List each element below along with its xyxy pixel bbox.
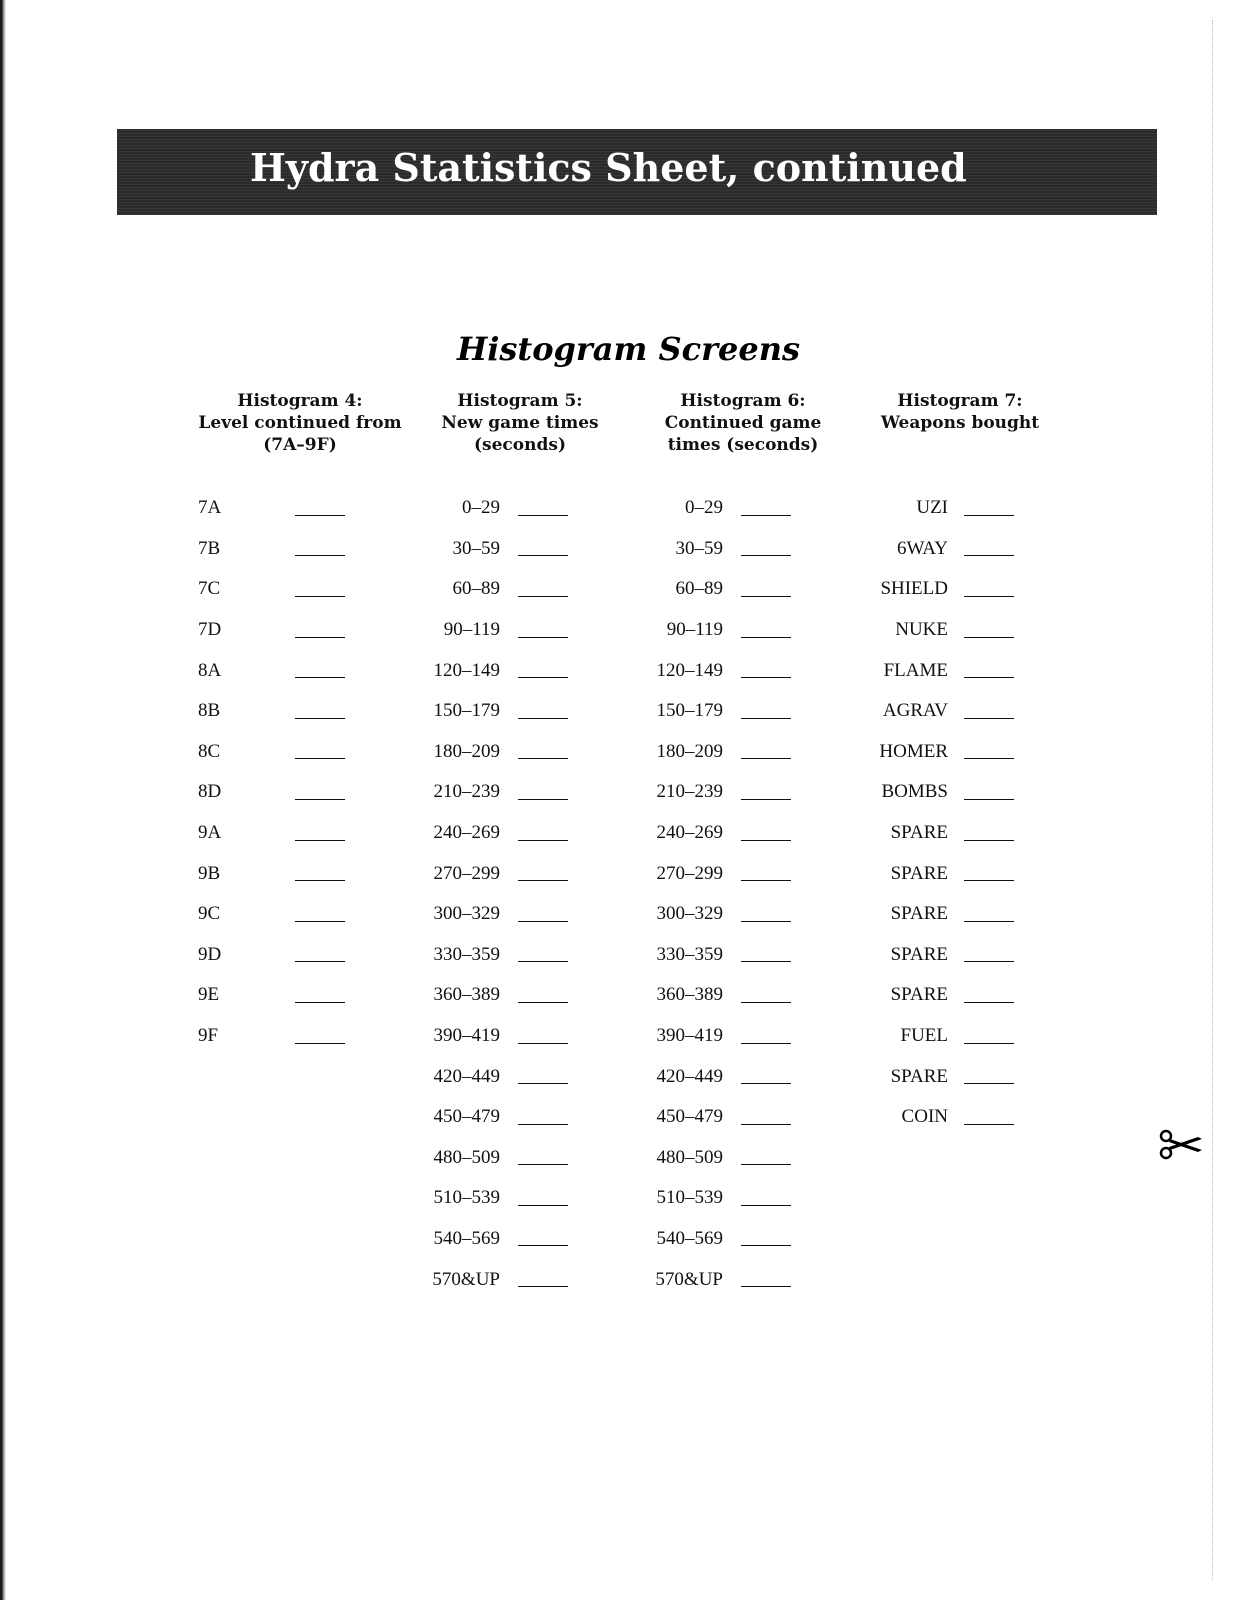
row-label: 270–299 — [433, 862, 500, 884]
list-item — [840, 569, 1080, 610]
tally-blank[interactable] — [295, 677, 345, 678]
list-item — [400, 1056, 640, 1097]
row-label: 390–419 — [433, 1025, 500, 1047]
heading-line: Histogram 7: — [897, 391, 1023, 411]
list-item — [840, 691, 1080, 732]
tally-blank[interactable] — [964, 840, 1014, 841]
row-label: 6WAY — [896, 537, 948, 559]
list-item — [840, 610, 1080, 651]
tally-blank[interactable] — [741, 880, 791, 881]
tally-blank[interactable] — [964, 1124, 1014, 1125]
row-label: 240–269 — [656, 822, 723, 844]
tally-blank[interactable] — [518, 840, 568, 841]
list-item — [623, 894, 863, 935]
row-label: 360–389 — [656, 984, 723, 1006]
row-label: 9D — [198, 943, 222, 965]
row-label: 270–299 — [656, 862, 723, 884]
tally-blank[interactable] — [964, 961, 1014, 962]
list-item — [180, 813, 420, 854]
list-item — [623, 813, 863, 854]
list-item — [840, 1097, 1080, 1138]
tally-blank[interactable] — [741, 1043, 791, 1044]
row-label: 300–329 — [656, 903, 723, 925]
row-label: 450–479 — [433, 1106, 500, 1128]
row-label: 510–539 — [656, 1187, 723, 1209]
row-label: 150–179 — [433, 700, 500, 722]
scissors-icon — [1158, 1126, 1204, 1162]
tally-blank[interactable] — [964, 515, 1014, 516]
list-item — [400, 1219, 640, 1260]
row-label: 8C — [198, 740, 221, 762]
tally-blank[interactable] — [741, 921, 791, 922]
tally-blank[interactable] — [741, 758, 791, 759]
list-item — [840, 1016, 1080, 1057]
list-item — [623, 691, 863, 732]
list-item — [400, 1016, 640, 1057]
list-item — [840, 935, 1080, 976]
list-item — [180, 569, 420, 610]
row-label: COIN — [901, 1106, 948, 1128]
row-label: 9B — [198, 862, 221, 884]
tally-blank[interactable] — [964, 1043, 1014, 1044]
tally-blank[interactable] — [295, 758, 345, 759]
row-label: 7A — [198, 497, 222, 519]
row-label: BOMBS — [881, 781, 948, 803]
list-item — [400, 772, 640, 813]
perforation-line — [1212, 20, 1213, 1580]
tally-blank[interactable] — [518, 1083, 568, 1084]
tally-blank[interactable] — [295, 799, 345, 800]
tally-blank[interactable] — [518, 677, 568, 678]
row-label: 570&UP — [655, 1268, 723, 1290]
tally-blank[interactable] — [518, 637, 568, 638]
list-item — [623, 1056, 863, 1097]
list-item — [623, 1097, 863, 1138]
tally-blank[interactable] — [518, 961, 568, 962]
tally-blank[interactable] — [964, 1083, 1014, 1084]
list-item — [623, 529, 863, 570]
tally-blank[interactable] — [518, 1205, 568, 1206]
list-item — [180, 975, 420, 1016]
row-label: 0–29 — [462, 497, 500, 519]
tally-blank[interactable] — [518, 1245, 568, 1246]
list-item — [623, 1138, 863, 1179]
list-item — [623, 975, 863, 1016]
row-label: 180–209 — [433, 740, 500, 762]
list-item — [400, 813, 640, 854]
list-item — [623, 488, 863, 529]
list-item — [180, 732, 420, 773]
row-label: SPARE — [890, 984, 948, 1006]
tally-blank[interactable] — [964, 637, 1014, 638]
tally-blank[interactable] — [518, 880, 568, 881]
row-label: 90–119 — [666, 619, 723, 641]
row-label: 8B — [198, 700, 221, 722]
tally-blank[interactable] — [741, 1002, 791, 1003]
list-item — [400, 488, 640, 529]
list-item — [400, 853, 640, 894]
tally-blank[interactable] — [518, 1124, 568, 1125]
list-item — [400, 691, 640, 732]
list-item — [840, 813, 1080, 854]
tally-blank[interactable] — [741, 677, 791, 678]
row-label: 330–359 — [656, 943, 723, 965]
histogram-5-column — [400, 390, 640, 1300]
row-label: 180–209 — [656, 740, 723, 762]
tally-blank[interactable] — [295, 596, 345, 597]
tally-blank[interactable] — [964, 596, 1014, 597]
list-item — [400, 1178, 640, 1219]
row-label: SPARE — [890, 862, 948, 884]
list-item — [840, 488, 1080, 529]
heading-line: Weapons bought — [880, 413, 1040, 433]
histogram-4-column — [180, 390, 420, 1056]
tally-blank[interactable] — [295, 921, 345, 922]
row-label: 8D — [198, 781, 222, 803]
heading-line: (seconds) — [474, 435, 566, 455]
heading-line: Histogram 6: — [680, 391, 806, 411]
tally-blank[interactable] — [295, 555, 345, 556]
row-label: 120–149 — [656, 659, 723, 681]
row-label: FUEL — [900, 1025, 948, 1047]
row-label: SHIELD — [880, 578, 948, 600]
list-item — [180, 1016, 420, 1057]
list-item — [623, 1219, 863, 1260]
row-label: HOMER — [879, 740, 948, 762]
list-item — [623, 732, 863, 773]
heading-line: (7A–9F) — [263, 435, 337, 455]
row-label: SPARE — [890, 822, 948, 844]
row-label: 30–59 — [675, 537, 723, 559]
list-item — [180, 935, 420, 976]
section-title: Histogram Screens — [457, 330, 800, 368]
row-label: 9A — [198, 822, 222, 844]
list-item — [840, 975, 1080, 1016]
row-label: 480–509 — [433, 1146, 500, 1168]
row-label: 330–359 — [433, 943, 500, 965]
list-item — [840, 650, 1080, 691]
tally-blank[interactable] — [741, 718, 791, 719]
row-label: 240–269 — [433, 822, 500, 844]
row-label: 150–179 — [656, 700, 723, 722]
row-label: NUKE — [895, 619, 948, 641]
row-label: 9E — [198, 984, 220, 1006]
row-label: 390–419 — [656, 1025, 723, 1047]
heading-line: Continued game — [664, 413, 822, 433]
row-label: 540–569 — [656, 1227, 723, 1249]
heading-line: New game times — [441, 413, 599, 433]
row-label: 540–569 — [433, 1227, 500, 1249]
tally-blank[interactable] — [741, 1083, 791, 1084]
list-item — [400, 1097, 640, 1138]
tally-blank[interactable] — [295, 1002, 345, 1003]
tally-blank[interactable] — [295, 718, 345, 719]
list-item — [400, 610, 640, 651]
list-item — [400, 935, 640, 976]
tally-blank[interactable] — [741, 555, 791, 556]
tally-blank[interactable] — [964, 921, 1014, 922]
tally-blank[interactable] — [741, 961, 791, 962]
row-label: 7B — [198, 537, 221, 559]
row-label: 30–59 — [452, 537, 500, 559]
tally-blank[interactable] — [964, 1002, 1014, 1003]
row-label: 60–89 — [675, 578, 723, 600]
list-item — [180, 772, 420, 813]
row-label: 210–239 — [656, 781, 723, 803]
tally-blank[interactable] — [741, 840, 791, 841]
list-item — [400, 569, 640, 610]
list-item — [623, 650, 863, 691]
tally-blank[interactable] — [741, 596, 791, 597]
list-item — [180, 853, 420, 894]
heading-line: times (seconds) — [667, 435, 819, 455]
list-item — [623, 853, 863, 894]
list-item — [400, 529, 640, 570]
list-item — [180, 488, 420, 529]
row-label: 0–29 — [685, 497, 723, 519]
page-title: Hydra Statistics Sheet, continued — [250, 145, 967, 190]
row-label: 90–119 — [443, 619, 500, 641]
list-item — [623, 610, 863, 651]
row-label: 60–89 — [452, 578, 500, 600]
tally-blank[interactable] — [964, 880, 1014, 881]
list-item — [400, 1138, 640, 1179]
row-label: 360–389 — [433, 984, 500, 1006]
page-edge — [0, 0, 6, 1600]
row-label: 9C — [198, 903, 221, 925]
row-label: 9F — [198, 1025, 219, 1047]
tally-blank[interactable] — [741, 1124, 791, 1125]
row-label: FLAME — [883, 659, 948, 681]
list-item — [180, 894, 420, 935]
list-item — [840, 529, 1080, 570]
row-label: SPARE — [890, 903, 948, 925]
row-label: 210–239 — [433, 781, 500, 803]
tally-blank[interactable] — [518, 596, 568, 597]
tally-blank[interactable] — [741, 1286, 791, 1287]
row-label: 510–539 — [433, 1187, 500, 1209]
row-label: 480–509 — [656, 1146, 723, 1168]
tally-blank[interactable] — [964, 718, 1014, 719]
histogram-4-heading — [180, 390, 420, 460]
tally-blank[interactable] — [518, 555, 568, 556]
row-label: 420–449 — [656, 1065, 723, 1087]
histogram-7-heading — [840, 390, 1080, 460]
list-item — [623, 1178, 863, 1219]
list-item — [623, 935, 863, 976]
tally-blank[interactable] — [518, 758, 568, 759]
list-item — [840, 732, 1080, 773]
tally-blank[interactable] — [295, 961, 345, 962]
row-label: 420–449 — [433, 1065, 500, 1087]
list-item — [840, 772, 1080, 813]
row-label: 570&UP — [432, 1268, 500, 1290]
heading-line: Histogram 4: — [237, 391, 363, 411]
tally-blank[interactable] — [741, 1245, 791, 1246]
row-label: 120–149 — [433, 659, 500, 681]
histogram-6-heading — [623, 390, 863, 460]
tally-blank[interactable] — [295, 515, 345, 516]
list-item — [623, 772, 863, 813]
row-label: 300–329 — [433, 903, 500, 925]
tally-blank[interactable] — [518, 1286, 568, 1287]
row-label: 450–479 — [656, 1106, 723, 1128]
list-item — [840, 894, 1080, 935]
histogram-5-heading — [400, 390, 640, 460]
tally-blank[interactable] — [741, 799, 791, 800]
tally-blank[interactable] — [741, 515, 791, 516]
tally-blank[interactable] — [741, 1164, 791, 1165]
tally-blank[interactable] — [295, 880, 345, 881]
list-item — [400, 975, 640, 1016]
tally-blank[interactable] — [518, 1043, 568, 1044]
tally-blank[interactable] — [518, 1164, 568, 1165]
list-item — [400, 894, 640, 935]
tally-blank[interactable] — [964, 799, 1014, 800]
histogram-6-column — [623, 390, 863, 1300]
list-item — [623, 1016, 863, 1057]
list-item — [840, 1056, 1080, 1097]
list-item — [180, 529, 420, 570]
list-item — [180, 691, 420, 732]
row-label: UZI — [916, 497, 948, 519]
tally-blank[interactable] — [964, 677, 1014, 678]
list-item — [180, 610, 420, 651]
row-label: 7C — [198, 578, 221, 600]
list-item — [623, 1259, 863, 1300]
tally-blank[interactable] — [964, 758, 1014, 759]
tally-blank[interactable] — [518, 1002, 568, 1003]
list-item — [400, 1259, 640, 1300]
row-label: SPARE — [890, 943, 948, 965]
tally-blank[interactable] — [741, 1205, 791, 1206]
tally-blank[interactable] — [741, 637, 791, 638]
list-item — [180, 650, 420, 691]
tally-blank[interactable] — [518, 799, 568, 800]
tally-blank[interactable] — [295, 840, 345, 841]
row-label: AGRAV — [882, 700, 948, 722]
tally-blank[interactable] — [518, 718, 568, 719]
histogram-7-column — [840, 390, 1080, 1138]
row-label: 7D — [198, 619, 222, 641]
tally-blank[interactable] — [518, 921, 568, 922]
tally-blank[interactable] — [295, 1043, 345, 1044]
heading-line: Level continued from — [198, 413, 402, 433]
tally-blank[interactable] — [518, 515, 568, 516]
tally-blank[interactable] — [964, 555, 1014, 556]
tally-blank[interactable] — [295, 637, 345, 638]
list-item — [400, 732, 640, 773]
row-label: SPARE — [890, 1065, 948, 1087]
list-item — [400, 650, 640, 691]
list-item — [623, 569, 863, 610]
row-label: 8A — [198, 659, 222, 681]
list-item — [840, 853, 1080, 894]
heading-line: Histogram 5: — [457, 391, 583, 411]
